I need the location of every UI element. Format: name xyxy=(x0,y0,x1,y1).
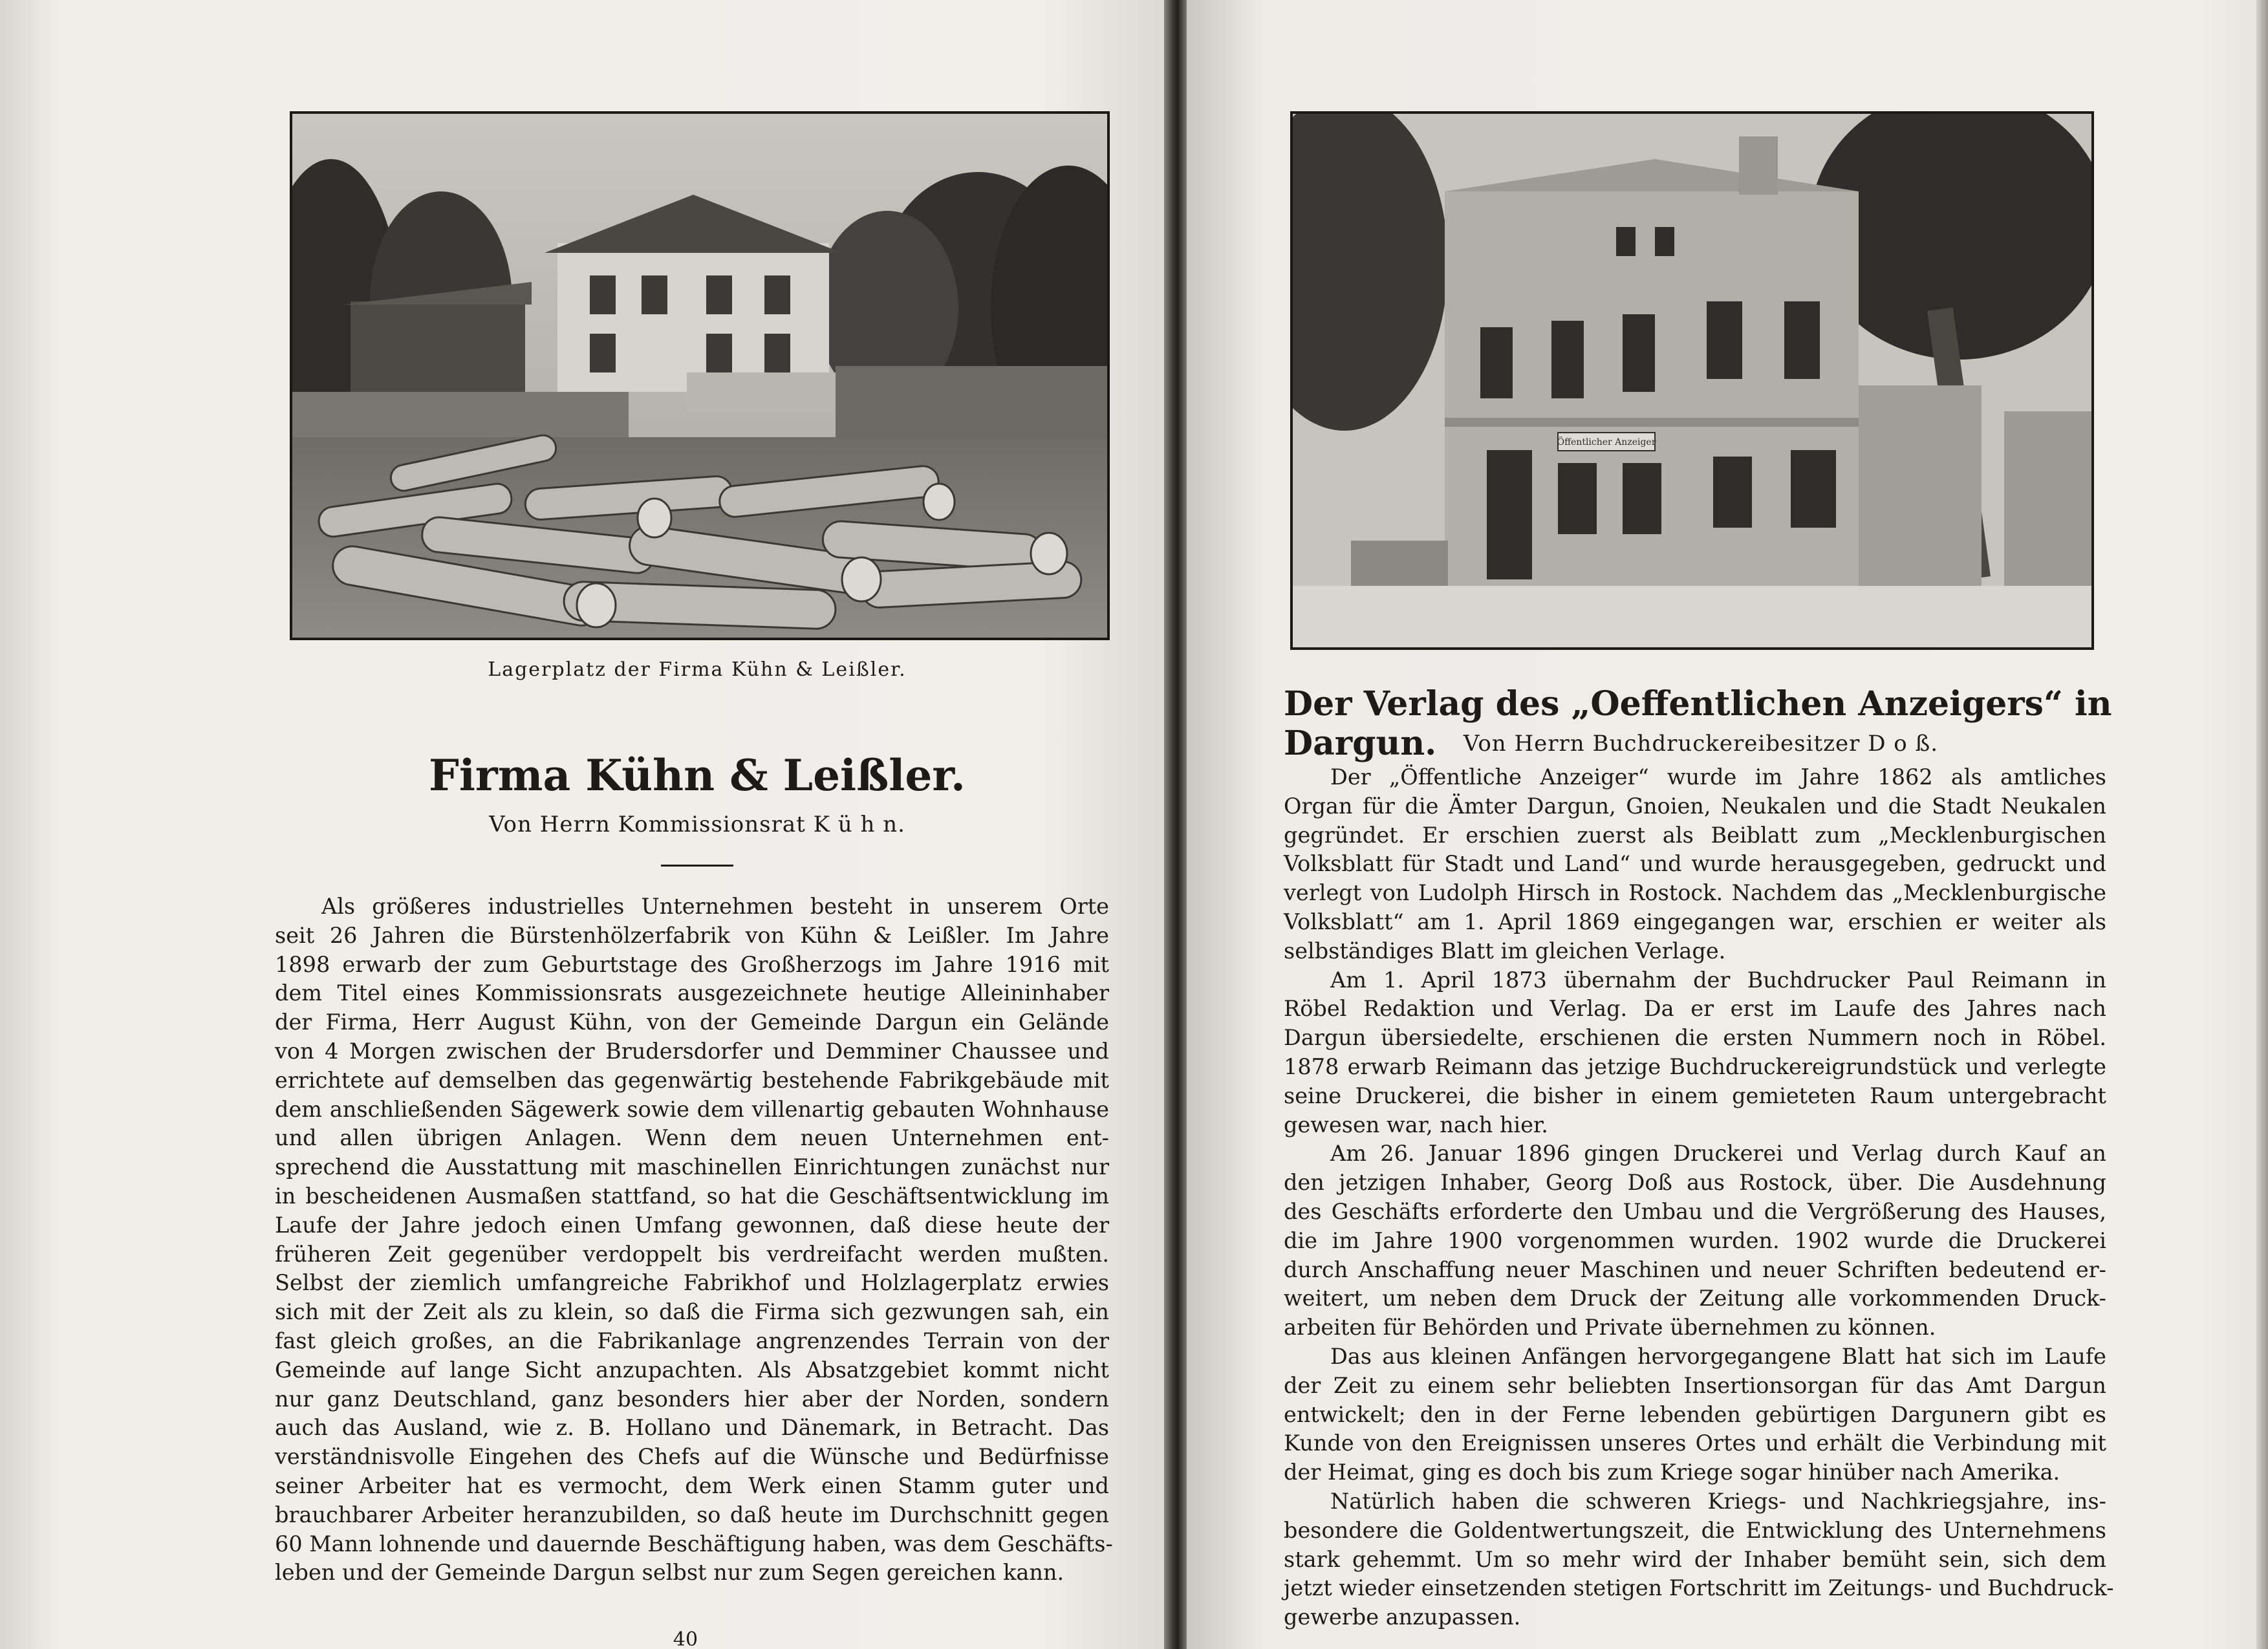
text-line: selbständiges Blatt im gleichen Verlage. xyxy=(1284,938,1726,964)
text-line: Röbel Redaktion und Verlag. Da er erst im Laufe des Jahres nach xyxy=(1284,996,2106,1022)
text-line: 1878 erwarb Reimann das jetzige Buchdruckereigrundstück und verlegte xyxy=(1284,1053,2106,1079)
publishing-house-photo xyxy=(1290,111,2094,650)
text-line: besondere die Goldentwertungszeit, die Entwicklung des Unternehmens xyxy=(1284,1517,2106,1543)
text-line: Als größeres industrielles Unternehmen besteht in unserem Orte xyxy=(321,894,1109,919)
text-line: Volksblatt“ am 1. April 1869 eingegangen war, erschien er weiter als xyxy=(1284,909,2106,934)
text-line: entwickelt; den in der Ferne lebenden gebürtigen Dargunern gibt es xyxy=(1284,1401,2106,1427)
byline: Von Herrn Buchdruckereibesitzer D o ß. xyxy=(1463,731,1939,757)
text-line: seiner Arbeiter hat es vermocht, dem Werk einen Stamm guter und xyxy=(275,1472,1109,1498)
text-line: gewerbe anzupassen. xyxy=(1284,1604,1521,1630)
text-line: Am 1. April 1873 übernahm der Buchdrucker Paul Reimann in xyxy=(1330,967,2106,993)
text-line: von 4 Morgen zwischen der Brudersdorfer und Demminer Chaussee und xyxy=(275,1038,1109,1064)
right-page xyxy=(1187,0,2268,1649)
text-line: stark gehemmt. Um so mehr wird der Inhaber bemüht sein, sich dem xyxy=(1284,1546,2106,1572)
publishing-house-image xyxy=(1293,114,2091,647)
text-line: den jetzigen Inhaber, Georg Doß aus Rostock, über. Die Ausdehnung xyxy=(1284,1170,2106,1196)
text-line: dem anschließenden Sägewerk sowie dem villenartig gebauten Wohnhause xyxy=(275,1096,1109,1122)
page-title: Firma Kühn & Leißler. xyxy=(428,750,966,801)
text-line: in bescheidenen Ausmaßen stattfand, so hat die Geschäftsentwicklung im xyxy=(275,1183,1109,1209)
book-spine xyxy=(1164,0,1187,1649)
title-divider xyxy=(661,865,733,867)
text-line: 60 Mann lohnende und dauernde Beschäftigung haben, was dem Geschäfts- xyxy=(275,1531,1113,1557)
text-line: dem Titel eines Kommissionsrats ausgezeichnete heutige Alleininhaber xyxy=(275,980,1109,1006)
lumber-yard-photo xyxy=(290,111,1110,640)
text-line: gegründet. Er erschien zuerst als Beiblatt zum „Mecklenburgischen xyxy=(1284,822,2106,848)
text-line: Natürlich haben die schweren Kriegs- und Nachkriegsjahre, ins- xyxy=(1330,1488,2106,1514)
text-line: 1898 erwarb der zum Geburtstage des Großherzogs im Jahre 1916 mit xyxy=(275,951,1109,977)
article-body xyxy=(275,892,1113,1588)
text-line: der Heimat, ging es doch bis zum Kriege sogar hinüber nach Amerika. xyxy=(1284,1460,2060,1485)
text-line: gewesen war, nach hier. xyxy=(1284,1112,1548,1137)
text-line: Das aus kleinen Anfängen hervorgegangene Blatt hat sich im Laufe xyxy=(1330,1343,2106,1369)
text-line: brauchbarer Arbeiter heranzubilden, so daß heute im Durchschnitt gegen xyxy=(275,1502,1109,1527)
text-line: früheren Zeit gegenüber verdoppelt bis verdreifacht werden mußten. xyxy=(275,1241,1109,1267)
text-line: Laufe der Jahre jedoch einen Umfang gewonnen, daß diese heute der xyxy=(275,1212,1109,1238)
text-line: Volksblatt für Stadt und Land“ und wurde herausgegeben, gedruckt und xyxy=(1284,851,2106,877)
text-line: sprechend die Ausstattung mit maschinellen Einrichtungen zunächst nur xyxy=(275,1154,1109,1180)
text-line: fast gleich großes, an die Fabrikanlage angrenzendes Terrain von der xyxy=(275,1328,1109,1353)
shop-sign: Öffentlicher Anzeiger xyxy=(1557,437,1656,447)
text-line: arbeiten für Behörden und Private übernehmen zu können. xyxy=(1284,1315,1936,1341)
text-line: seine Druckerei, die bisher in einem gemieteten Raum untergebracht xyxy=(1284,1083,2106,1108)
lumber-yard-image xyxy=(292,114,1107,638)
article-body xyxy=(1284,763,2114,1632)
photo-caption: Lagerplatz der Firma Kühn & Leißler. xyxy=(488,658,907,681)
text-line: seit 26 Jahren die Bürstenhölzerfabrik von Kühn & Leißler. Im Jahre xyxy=(275,922,1109,948)
text-line: errichtete auf demselben das gegenwärtig bestehende Fabrikgebäude mit xyxy=(275,1067,1109,1093)
text-line: der Zeit zu einem sehr beliebten Insertionsorgan für das Amt Dargun xyxy=(1284,1372,2106,1398)
text-line: der Firma, Herr August Kühn, von der Gemeinde Dargun ein Gelände xyxy=(275,1009,1109,1035)
text-line: die im Jahre 1900 vorgenommen wurden. 1902 wurde die Druckerei xyxy=(1284,1227,2106,1253)
page-edge xyxy=(2256,0,2268,1649)
text-line: Gemeinde auf lange Sicht anzupachten. Als Absatzgebiet kommt nicht xyxy=(275,1357,1109,1383)
text-line: und allen übrigen Anlagen. Wenn dem neuen Unternehmen ent- xyxy=(275,1125,1109,1151)
page-number: 40 xyxy=(673,1628,698,1649)
page-title: Der Verlag des „Oeffentlichen Anzeigers“ in Dargun. xyxy=(1284,684,2112,763)
text-line: Selbst der ziemlich umfangreiche Fabrikhof und Holzlagerplatz erwies xyxy=(275,1270,1109,1296)
text-line: weitert, um neben dem Druck der Zeitung alle vorkommenden Druck- xyxy=(1284,1286,2106,1311)
text-line: jetzt wieder einsetzenden stetigen Fortschritt im Zeitungs- und Buchdruck- xyxy=(1284,1575,2114,1601)
text-line: Organ für die Ämter Dargun, Gnoien, Neukalen und die Stadt Neukalen xyxy=(1284,793,2106,819)
text-line: nur ganz Deutschland, ganz besonders hier aber der Norden, sondern xyxy=(275,1386,1109,1412)
text-line: leben und der Gemeinde Dargun selbst nur zum Segen gereichen kann. xyxy=(275,1560,1064,1586)
byline: Von Herrn Kommissionsrat K ü h n. xyxy=(489,812,905,837)
text-line: des Geschäfts erforderte den Umbau und die Vergrößerung des Hauses, xyxy=(1284,1198,2106,1224)
text-line: verlegt von Ludolph Hirsch in Rostock. Nachdem das „Mecklenburgische xyxy=(1284,880,2106,906)
text-line: Am 26. Januar 1896 gingen Druckerei und Verlag durch Kauf an xyxy=(1330,1141,2106,1167)
text-line: Dargun übersiedelte, erschienen die ersten Nummern noch in Röbel. xyxy=(1284,1025,2106,1051)
text-line: durch Anschaffung neuer Maschinen und neuer Schriften bedeutend er- xyxy=(1284,1256,2106,1282)
text-line: sich mit der Zeit als zu klein, so daß die Firma sich gezwungen sah, ein xyxy=(275,1299,1109,1325)
text-line: Kunde von den Ereignissen unseres Ortes und erhält die Verbindung mit xyxy=(1284,1430,2106,1456)
text-line: auch das Ausland, wie z. B. Hollano und Dänemark, in Betracht. Das xyxy=(275,1415,1109,1441)
text-line: verständnisvolle Eingehen des Chefs auf die Wünsche und Bedürfnisse xyxy=(275,1444,1109,1470)
text-line: Der „Öffentliche Anzeiger“ wurde im Jahre 1862 als amtliches xyxy=(1330,764,2106,790)
